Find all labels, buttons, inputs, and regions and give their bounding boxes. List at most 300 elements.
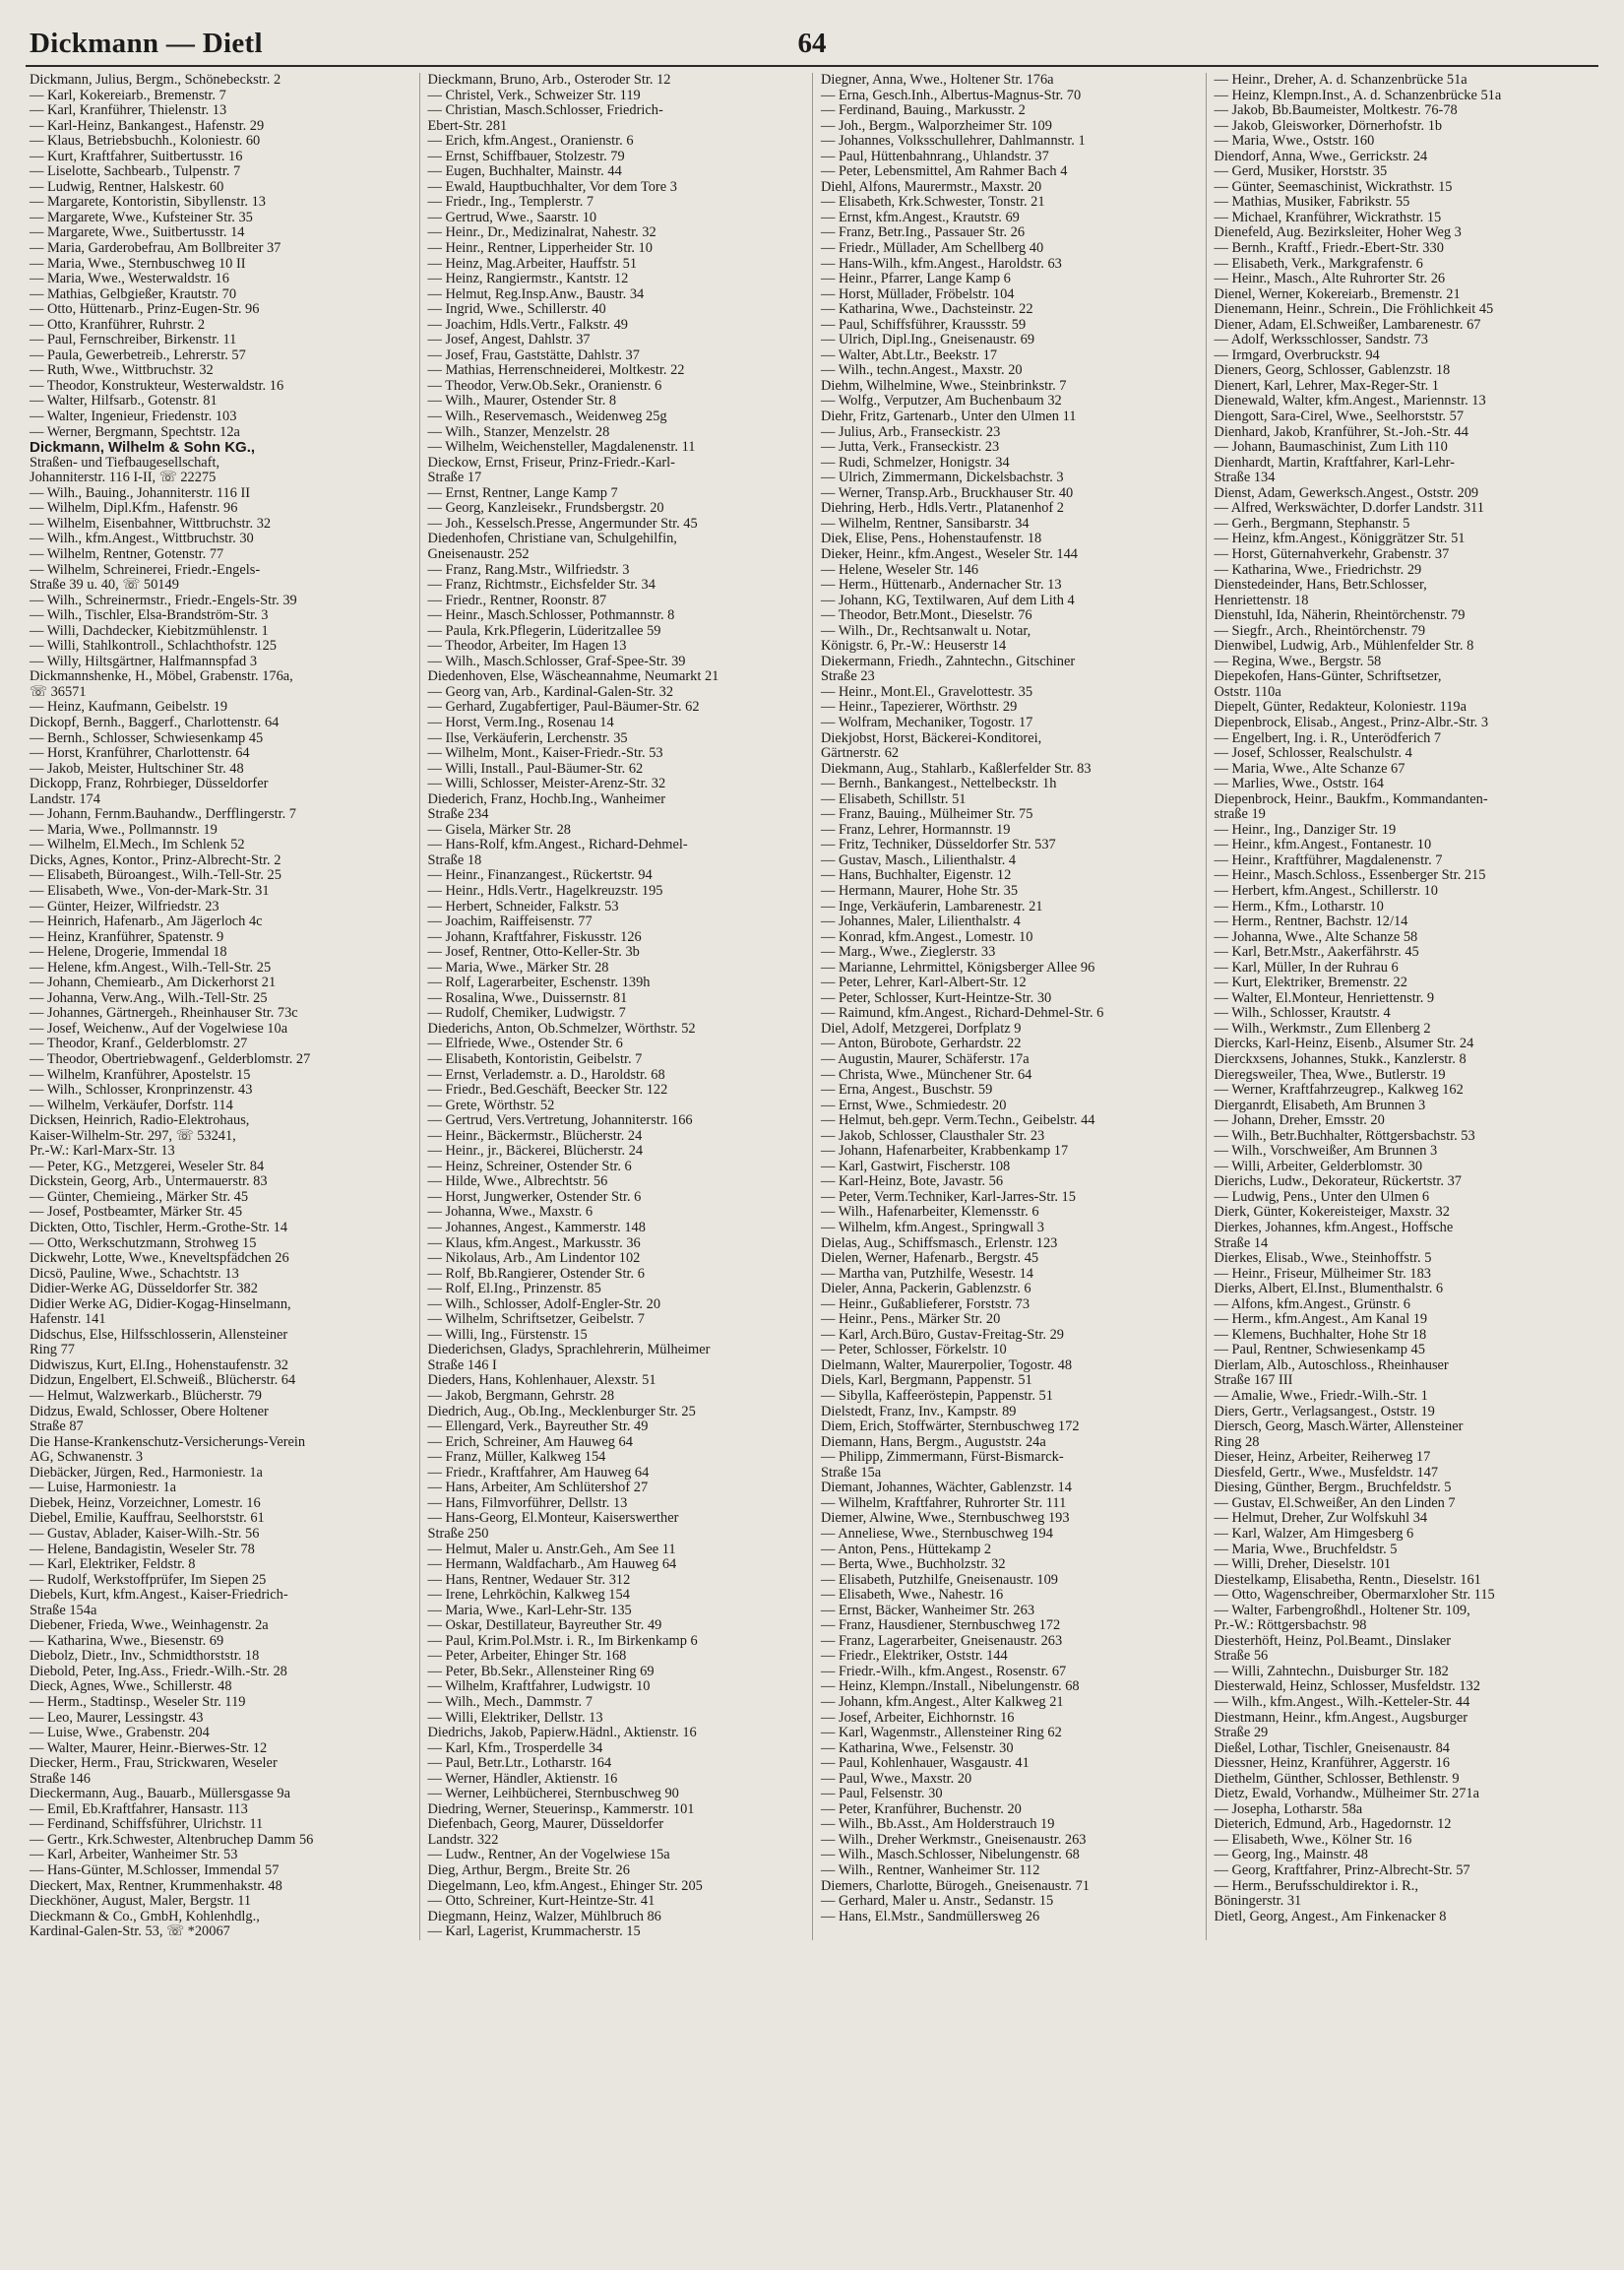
directory-entry-line: Diederichs, Anton, Ob.Schmelzer, Wörthstr. 52 [427,1020,696,1037]
directory-entry-line: — Peter, Kranführer, Buchenstr. 20 [821,1800,1022,1817]
directory-entry-line: — Paul, Betr.Ltr., Lotharstr. 164 [427,1755,612,1772]
directory-entry-line: Straße 18 [427,851,482,868]
directory-entry-line: Kaiser-Wilhelm-Str. 297, ☏ 53241, [30,1127,236,1144]
directory-entry-line: — Christel, Verk., Schweizer Str. 119 [427,87,641,103]
directory-entry-line: — Ernst, Verlademstr. a. D., Haroldstr. 68 [427,1066,665,1083]
directory-entry-line: — Wilh., Reservemasch., Weidenweg 25g [427,409,667,425]
directory-entry-line: — Josef, Weichenw., Auf der Vogelwiese 10a [30,1020,288,1037]
directory-entry-line: Straße 234 [427,806,489,823]
directory-entry-line: — Franz, Richtmstr., Eichsfelder Str. 34 [427,577,656,594]
directory-entry-line: Diebener, Frieda, Wwe., Weinhagenstr. 2a [30,1617,269,1634]
directory-entry-line: — Helene, Drogerie, Immendal 18 [30,944,227,961]
directory-entry-line: — Franz, Lehrer, Hormannstr. 19 [821,821,1011,838]
directory-entry-line: — Georg, Kanzleisekr., Frundsbergstr. 20 [427,500,664,517]
directory-entry-line: Dieckmann, Bruno, Arb., Osteroder Str. 12 [427,73,671,88]
directory-entry-line: — Gerd, Musiker, Horststr. 35 [1214,163,1388,180]
directory-entry-line: — Herm., Kfm., Lotharstr. 10 [1214,898,1384,914]
directory-entry-line: — Josef, Rentner, Otto-Keller-Str. 3b [427,944,640,961]
directory-entry-line: — Joachim, Raiffeisenstr. 77 [427,914,593,930]
directory-entry-line: — Wolfram, Mechaniker, Togostr. 17 [821,714,1033,730]
directory-entry-line: — Klaus, kfm.Angest., Markusstr. 36 [427,1234,641,1251]
directory-entry-line: — Jakob, Schlosser, Clausthaler Str. 23 [821,1127,1045,1144]
directory-entry-line: Straße 154a [30,1602,97,1618]
directory-entry-line: — Eugen, Buchhalter, Mainstr. 44 [427,163,622,180]
directory-entry-line: — Alfred, Werkswächter, D.dorfer Landstr. 311 [1214,500,1484,517]
directory-entry-line: Dierichs, Ludw., Dekorateur, Rückertstr. 37 [1214,1173,1462,1190]
directory-entry-line: — Maria, Wwe., Märker Str. 28 [427,959,609,976]
directory-entry-line: Diedenhofen, Christiane van, Schulgehilfin, [427,531,677,547]
directory-entry-line: — Anton, Pens., Hüttekamp 2 [821,1541,992,1557]
directory-entry-line: Dieser, Heinz, Arbeiter, Reiherweg 17 [1214,1449,1431,1466]
directory-entry-line: — Horst, Kranführer, Charlottenstr. 64 [30,745,250,762]
directory-entry-line: — Paul, Krim.Pol.Mstr. i. R., Im Birkenkamp 6 [427,1632,698,1649]
directory-entry-line: — Heinr., Masch., Alte Ruhrorter Str. 26 [1214,271,1446,287]
directory-entry-line: — Paula, Gewerbetreib., Lehrerstr. 57 [30,347,246,363]
directory-entry-line: Dienst, Adam, Gewerksch.Angest., Oststr. 209 [1214,484,1479,501]
directory-entry-line: — Katharina, Wwe., Dachsteinstr. 22 [821,301,1033,318]
directory-entry-line: Diercks, Karl-Heinz, Eisenb., Alsumer Str. 24 [1214,1036,1474,1052]
directory-entry-line: — Peter, Schlosser, Kurt-Heintze-Str. 30 [821,989,1052,1006]
directory-entry-line: Dickopf, Bernh., Baggerf., Charlottenstr. 64 [30,714,280,730]
directory-entry-line: — Paula, Krk.Pflegerin, Lüderitzallee 59 [427,622,661,639]
directory-entry-line: — Johanna, Wwe., Maxstr. 6 [427,1204,593,1221]
directory-entry-line: Dienwibel, Ludwig, Arb., Mühlenfelder Str. 8 [1214,638,1474,655]
directory-entry-line: — Liselotte, Sachbearb., Tulpenstr. 7 [30,163,241,180]
directory-entry-line: Kardinal-Galen-Str. 53, ☏ *20067 [30,1923,230,1940]
directory-entry-line: — Mathias, Herrenschneiderei, Moltkestr. 22 [427,362,685,379]
directory-entry-line: Diekmann, Aug., Stahlarb., Kaßlerfelder Str. 83 [821,760,1092,777]
directory-entry-line: — Horst, Verm.Ing., Rosenau 14 [427,714,614,730]
directory-entry-line: — Karl, Kokereiarb., Bremenstr. 7 [30,87,226,103]
directory-entry-line: — Erna, Gesch.Inh., Albertus-Magnus-Str. 70 [821,87,1082,103]
directory-entry-line: — Heinr., Hdls.Vertr., Hagelkreuzstr. 195 [427,882,663,899]
directory-entry-line: — Friedr., Ing., Templerstr. 7 [427,194,594,211]
directory-entry-line: — Wilh., kfm.Angest., Wittbruchstr. 30 [30,531,254,547]
directory-entry-line: — Wilh., Vorschweißer, Am Brunnen 3 [1214,1143,1438,1160]
directory-entry-line: Dicsö, Pauline, Wwe., Schachtstr. 13 [30,1265,239,1282]
directory-entry-line: — Hans-Günter, M.Schlosser, Immendal 57 [30,1861,280,1878]
directory-entry-line: Ebert-Str. 281 [427,117,508,134]
directory-entry-line: — Hans, Arbeiter, Am Schlütershof 27 [427,1480,649,1496]
directory-entry-line: — Peter, KG., Metzgerei, Weseler Str. 84 [30,1158,265,1174]
directory-entry-line: — Wilhelm, kfm.Angest., Springwall 3 [821,1220,1044,1236]
directory-entry-line: — Katharina, Wwe., Felsenstr. 30 [821,1739,1014,1756]
directory-entry-line: — Rudolf, Werkstoffprüfer, Im Siepen 25 [30,1571,267,1588]
directory-entry-line: Henriettenstr. 18 [1214,592,1309,608]
directory-entry-line: — Wilh., Bb.Asst., Am Holderstrauch 19 [821,1816,1055,1833]
directory-entry-line: — Elisabeth, Verk., Markgrafenstr. 6 [1214,255,1423,272]
directory-entry-line: — Emil, Eb.Kraftfahrer, Hansastr. 113 [30,1800,248,1817]
directory-entry-line: — Friedr.-Wilh., kfm.Angest., Rosenstr. 67 [821,1663,1067,1679]
directory-entry-line: — Hans, Buchhalter, Eigenstr. 12 [821,867,1012,884]
directory-entry-line: — Ulrich, Dipl.Ing., Gneisenaustr. 69 [821,332,1035,348]
directory-entry-line: — Willi, Zahntechn., Duisburger Str. 182 [1214,1663,1449,1679]
directory-entry-line: Diebolz, Dietr., Inv., Schmidthorststr. 18 [30,1648,260,1665]
directory-entry-line: — Mathias, Gelbgießer, Krautstr. 70 [30,285,237,302]
directory-entry-line: — Peter, Bb.Sekr., Allensteiner Ring 69 [427,1663,655,1679]
page-header [26,26,1598,67]
directory-entry-line: Diedring, Werner, Steuerinsp., Kammerstr. 101 [427,1800,695,1817]
directory-entry-line: Straße 23 [821,668,875,685]
directory-entry-line: — Hilde, Wwe., Albrechtstr. 56 [427,1173,608,1190]
directory-entry-line: Dieckow, Ernst, Friseur, Prinz-Friedr.-Karl- [427,454,675,471]
directory-entry-line: — Georg, Kraftfahrer, Prinz-Albrecht-Str. 57 [1214,1861,1470,1878]
directory-entry-line: — Wilhelm, Kranführer, Apostelstr. 15 [30,1066,251,1083]
directory-entry-line: — Otto, Schreiner, Kurt-Heintze-Str. 41 [427,1893,656,1910]
directory-entry-line: — Josef, Frau, Gaststätte, Dahlstr. 37 [427,347,640,363]
directory-entry-line: — Wilh., Schlosser, Kronprinzenstr. 43 [30,1082,253,1099]
directory-entry-line: Diesfeld, Gertr., Wwe., Musfeldstr. 147 [1214,1464,1439,1481]
directory-entry-line: — Wilhelm, Rentner, Gotenstr. 77 [30,545,224,562]
directory-entry-line: — Theodor, Obertriebwagenf., Gelderblomstr. 27 [30,1051,311,1067]
directory-entry-line: Diederichsen, Gladys, Sprachlehrerin, Mülheimer [427,1342,711,1358]
directory-entry-line: — Helmut, beh.gepr. Verm.Techn., Geibelstr. 44 [821,1112,1095,1129]
directory-entry-line: — Ruth, Wwe., Wittbruchstr. 32 [30,362,214,379]
directory-entry-line: — Erich, Schreiner, Am Hauweg 64 [427,1433,633,1450]
directory-entry-line: Dicks, Agnes, Kontor., Prinz-Albrecht-Str. 2 [30,851,281,868]
directory-entry-line: — Heinr., Pens., Märker Str. 20 [821,1311,1001,1328]
directory-entry-line: — Heinz, Schreiner, Ostender Str. 6 [427,1158,632,1174]
directory-entry-line: Diehm, Wilhelmine, Wwe., Steinbrinkstr. 7 [821,377,1067,394]
directory-entry-line: Dielas, Aug., Schiffsmasch., Erlenstr. 123 [821,1234,1058,1251]
directory-entry-line: — Josef, Postbeamter, Märker Str. 45 [30,1204,243,1221]
directory-entry-line: — Heinr., Tapezierer, Wörthstr. 29 [821,699,1018,716]
directory-entry-line: — Johann, Kraftfahrer, Fiskusstr. 126 [427,928,642,945]
directory-entry-line: — Helmut, Maler u. Anstr.Geh., Am See 11 [427,1541,676,1557]
directory-entry-line: — Günter, Heizer, Wilfriedstr. 23 [30,898,219,914]
directory-entry-line: — Elisabeth, Schillstr. 51 [821,790,967,807]
directory-entry-line: — Konrad, kfm.Angest., Lomestr. 10 [821,928,1033,945]
directory-entry-line: Dießel, Lothar, Tischler, Gneisenaustr. 84 [1214,1739,1450,1756]
directory-entry-line: — Herbert, kfm.Angest., Schillerstr. 10 [1214,882,1438,899]
directory-entry-line: Dieckmann & Co., GmbH, Kohlenhdlg., [30,1908,260,1924]
directory-entry-line: — Alfons, kfm.Angest., Grünstr. 6 [1214,1295,1410,1312]
directory-column-4 [1206,73,1599,1940]
directory-entry-line: — Werner, Leihbücherei, Sternbuschweg 90 [427,1786,679,1802]
directory-entry-line: — Karl, Kranführer, Thielenstr. 13 [30,102,227,119]
directory-entry-line: — Johanna, Wwe., Alte Schanze 58 [1214,928,1418,945]
directory-entry-line: Dieders, Hans, Kohlenhauer, Alexstr. 51 [427,1372,656,1389]
directory-entry-line: — Wilh., Dreher Werkmstr., Gneisenaustr. 263 [821,1831,1087,1848]
directory-entry-line: — Georg, Ing., Mainstr. 48 [1214,1847,1368,1863]
directory-entry-line: — Willy, Hiltsgärtner, Halfmannspfad 3 [30,653,258,669]
directory-entry-line: Diethelm, Günther, Schlosser, Bethlenstr. 9 [1214,1770,1460,1787]
directory-entry-line: Dierganrdt, Elisabeth, Am Brunnen 3 [1214,1097,1426,1113]
directory-entry-line: — Wilhelm, Rentner, Sansibarstr. 34 [821,515,1030,532]
directory-entry-line: Diestelkamp, Elisabetha, Rentn., Dieselstr. 161 [1214,1571,1481,1588]
directory-entry-line: — Wilh., kfm.Angest., Wilh.-Ketteler-Str. 44 [1214,1693,1470,1710]
directory-entry-line: — Theodor, Betr.Mont., Dieselstr. 76 [821,607,1032,624]
directory-entry-line: — Willi, Ing., Fürstenstr. 15 [427,1326,588,1343]
directory-entry-line: — Franz, Lagerarbeiter, Gneisenaustr. 263 [821,1632,1063,1649]
directory-entry-line: Dienhardt, Martin, Kraftfahrer, Karl-Lehr- [1214,454,1455,471]
directory-entry-line: — Johann, Baumaschinist, Zum Lith 110 [1214,439,1448,456]
directory-entry-line: — Helmut, Dreher, Zur Wolfskuhl 34 [1214,1510,1428,1527]
directory-entry-line: — Wilh., Bauing., Johanniterstr. 116 II [30,484,251,501]
directory-entry-line: — Johannes, Volksschullehrer, Dahlmannstr. 1 [821,133,1086,150]
directory-entry-line: Straße 39 u. 40, ☏ 50149 [30,577,179,594]
directory-entry-line: Dieler, Anna, Packerin, Gablenzstr. 6 [821,1281,1031,1297]
directory-entry-line: — Walter, Ingenieur, Friedenstr. 103 [30,409,237,425]
directory-entry-line: Dieterich, Edmund, Arb., Hagedornstr. 12 [1214,1816,1452,1833]
directory-entry-line: — Johann, kfm.Angest., Alter Kalkweg 21 [821,1693,1064,1710]
directory-entry-line: Straße 14 [1214,1234,1269,1251]
directory-entry-line: — Günter, Chemieing., Märker Str. 45 [30,1188,249,1205]
directory-entry-line: Dielmann, Walter, Maurerpolier, Togostr. 48 [821,1356,1073,1373]
directory-entry-line: — Johann, Chemiearb., Am Dickerhorst 21 [30,975,277,991]
directory-entry-line: — Herm., Stadtinsp., Weseler Str. 119 [30,1693,246,1710]
directory-entry-line: Didzun, Engelbert, El.Schweiß., Blücherstr. 64 [30,1372,296,1389]
directory-entry-line: — Gustav, Ablader, Kaiser-Wilh.-Str. 56 [30,1525,260,1542]
directory-entry-line: — Jutta, Verk., Franseckistr. 23 [821,439,1000,456]
directory-entry-line: Straße 15a [821,1464,882,1481]
directory-entry-line: — Theodor, Konstrukteur, Westerwaldstr. 16 [30,377,284,394]
directory-entry-line: — Joh., Bergm., Walporzheimer Str. 109 [821,117,1052,134]
directory-entry-line: — Rolf, Bb.Rangierer, Ostender Str. 6 [427,1265,645,1282]
directory-entry-line: — Margarete, Wwe., Kufsteiner Str. 35 [30,209,253,225]
directory-entry-line: — Regina, Wwe., Bergstr. 58 [1214,653,1382,669]
directory-entry-line: — Wilh., Stanzer, Menzelstr. 28 [427,423,610,440]
directory-entry-line: Pr.-W.: Röttgersbachstr. 98 [1214,1617,1367,1634]
directory-entry-line: — Margarete, Kontoristin, Sibyllenstr. 13 [30,194,266,211]
directory-entry-line: Gneisenaustr. 252 [427,545,530,562]
directory-entry-line: Dienewald, Walter, kfm.Angest., Mariennstr. 13 [1214,393,1486,410]
directory-entry-line: — Ferdinand, Bauing., Markusstr. 2 [821,102,1026,119]
directory-entry-line: Ring 28 [1214,1433,1260,1450]
directory-entry-line: — Wilh., Werkmstr., Zum Ellenberg 2 [1214,1020,1431,1037]
directory-entry-line: — Willi, Arbeiter, Gelderblomstr. 30 [1214,1158,1423,1174]
directory-entry-line: Gärtnerstr. 62 [821,745,900,762]
directory-entry-line: — Wilhelm, Schriftsetzer, Geibelstr. 7 [427,1311,645,1328]
directory-entry-line: Dielstedt, Franz, Inv., Kampstr. 89 [821,1403,1017,1419]
directory-entry-line: — Paul, Hüttenbahnrang., Uhlandstr. 37 [821,148,1049,164]
directory-entry-line: — Hermann, Maurer, Hohe Str. 35 [821,882,1019,899]
directory-entry-line: — Heinz, kfm.Angest., Königgrätzer Str. 51 [1214,531,1466,547]
directory-entry-line: — Gustav, Masch., Lilienthalstr. 4 [821,851,1017,868]
directory-entry-line: — Johann, Hafenarbeiter, Krabbenkamp 17 [821,1143,1069,1160]
directory-entry-line: — Karl, Arbeiter, Wanheimer Str. 53 [30,1847,238,1863]
directory-entry-line: — Maria, Wwe., Alte Schanze 67 [1214,760,1405,777]
directory-entry-line: Diebek, Heinz, Vorzeichner, Lomestr. 16 [30,1494,261,1511]
directory-entry-line: — Rosalina, Wwe., Duissernstr. 81 [427,989,628,1006]
directory-entry-line: — Helmut, Reg.Insp.Anw., Baustr. 34 [427,285,645,302]
directory-entry-line: Dielen, Werner, Hafenarb., Bergstr. 45 [821,1250,1039,1267]
directory-entry-line: — Otto, Wagenschreiber, Obermarxloher Str. 115 [1214,1587,1495,1604]
directory-entry-line: — Paul, Wwe., Maxstr. 20 [821,1770,972,1787]
directory-entry-line: Diestmann, Heinr., kfm.Angest., Augsburger [1214,1709,1468,1726]
directory-entry-line: Diefenbach, Georg, Maurer, Düsseldorfer [427,1816,664,1833]
directory-entry-line: Ring 77 [30,1342,75,1358]
directory-entry-line: Diebäcker, Jürgen, Red., Harmoniestr. 1a [30,1464,263,1481]
directory-entry-line: — Maria, Wwe., Sternbuschweg 10 II [30,255,246,272]
directory-entry-line: — Ludwig, Rentner, Halskestr. 60 [30,178,224,195]
directory-entry-line: — Margarete, Wwe., Suitbertusstr. 14 [30,224,245,241]
directory-entry-line: — Heinr., Bäckermstr., Blücherstr. 24 [427,1127,643,1144]
directory-entry-line: — Heinz, Kranführer, Spatenstr. 9 [30,928,224,945]
directory-entry-line: Diener, Adam, El.Schweißer, Lambarenestr. 67 [1214,316,1481,333]
directory-entry-line: Diedrichs, Jakob, Papierw.Hädnl., Aktienstr. 16 [427,1725,697,1741]
directory-entry-line: Diesing, Günther, Bergm., Bruchfeldstr. 5 [1214,1480,1452,1496]
directory-entry-line: Dickstein, Georg, Arb., Untermauerstr. 83 [30,1173,268,1190]
directory-entry-line: — Werner, Händler, Aktienstr. 16 [427,1770,618,1787]
directory-entry-line: Dierlam, Alb., Autoschloss., Rheinhauser [1214,1356,1449,1373]
directory-entry-line: — Maria, Wwe., Bruchfeldstr. 5 [1214,1541,1398,1557]
directory-entry-line: — Wilh., Maurer, Ostender Str. 8 [427,393,617,410]
directory-entry-line: Diedenhoven, Else, Wäscheannahme, Neumarkt 21 [427,668,719,685]
directory-entry-line: — Heinr., Friseur, Mülheimer Str. 183 [1214,1265,1431,1282]
directory-entry-line: — Walter, Abt.Ltr., Beekstr. 17 [821,347,998,363]
directory-entry-line: — Theodor, Kranf., Gelderblomstr. 27 [30,1036,248,1052]
directory-entry-line: — Ernst, Rentner, Lange Kamp 7 [427,484,618,501]
directory-entry-line: — Gerh., Bergmann, Stephanstr. 5 [1214,515,1410,532]
directory-entry-line: Diebel, Emilie, Kauffrau, Seelhorststr. 61 [30,1510,265,1527]
directory-entry-line: — Michael, Kranführer, Wickrathstr. 15 [1214,209,1442,225]
directory-entry-line: — Berta, Wwe., Buchholzstr. 32 [821,1556,1006,1573]
directory-entry-line: Oststr. 110a [1214,683,1281,700]
directory-column-3 [812,73,1206,1940]
directory-entry-line: — Peter, Verm.Techniker, Karl-Jarres-Str. 15 [821,1188,1076,1205]
directory-entry-line: — Wolfg., Verputzer, Am Buchenbaum 32 [821,393,1062,410]
directory-entry-line: — Wilhelm, Verkäufer, Dorfstr. 114 [30,1097,233,1113]
directory-entry-line: Straße 87 [30,1419,84,1435]
directory-entry-line: Dierks, Albert, El.Inst., Blumenthalstr. 6 [1214,1281,1444,1297]
directory-entry-line: — Heinr., Mont.El., Gravelottestr. 35 [821,683,1033,700]
directory-entry-line: Dienhard, Jakob, Kranführer, St.-Joh.-Str. 44 [1214,423,1468,440]
directory-entry-line: Dieckert, Max, Rentner, Krummenhakstr. 48 [30,1877,282,1894]
directory-entry-line: — Marianne, Lehrmittel, Königsberger Allee 96 [821,959,1095,976]
directory-entry-line: — Johann, Fernm.Bauhandw., Derfflingerstr. 7 [30,806,296,823]
directory-entry-line: — Heinz, Klempn.Inst., A. d. Schanzenbrücke 51a [1214,87,1502,103]
directory-entry-line: — Paul, Schiffsführer, Kraussstr. 59 [821,316,1027,333]
directory-entry-line: — Horst, Güternahverkehr, Grabenstr. 37 [1214,545,1450,562]
directory-entry-line: — Horst, Jungwerker, Ostender Str. 6 [427,1188,642,1205]
directory-entry-line: — Franz, Bauing., Mülheimer Str. 75 [821,806,1033,823]
directory-entry-line: Diemann, Hans, Bergm., Auguststr. 24a [821,1433,1046,1450]
directory-entry-line: — Helene, Weseler Str. 146 [821,561,979,578]
directory-entry-line: — Karl, Gastwirt, Fischerstr. 108 [821,1158,1011,1174]
directory-entry-line: — Horst, Müllader, Fröbelstr. 104 [821,285,1015,302]
directory-entry-line: — Wilh., Betr.Buchhalter, Röttgersbachstr. 53 [1214,1127,1475,1144]
directory-entry-line: — Heinr., Masch.Schlosser, Pothmannstr. 8 [427,607,675,624]
directory-entry-line: — Bernh., Bankangest., Nettelbeckstr. 1h [821,776,1057,792]
directory-entry-line: — Wilh., Masch.Schlosser, Nibelungenstr. 68 [821,1847,1080,1863]
directory-entry-line: Diecker, Herm., Frau, Strickwaren, Weseler [30,1755,278,1772]
directory-entry-line: — Maria, Wwe., Oststr. 160 [1214,133,1375,150]
directory-entry-line: — Gerhard, Maler u. Anstr., Sedanstr. 15 [821,1893,1054,1910]
directory-entry-line: Diel, Adolf, Metzgerei, Dorfplatz 9 [821,1020,1022,1037]
directory-entry-line: — Karl-Heinz, Bankangest., Hafenstr. 29 [30,117,265,134]
directory-entry-line: — Rudi, Schmelzer, Honigstr. 34 [821,454,1010,471]
directory-entry-line: Didschus, Else, Hilfsschlosserin, Allensteiner [30,1326,288,1343]
directory-entry-line: — Joh., Kesselsch.Presse, Angermunder Str. 45 [427,515,698,532]
directory-entry-line: — Wilh., Dr., Rechtsanwalt u. Notar, [821,622,1031,639]
directory-entry-line: — Theodor, Arbeiter, Im Hagen 13 [427,638,627,655]
directory-entry-line: Dicksen, Heinrich, Radio-Elektrohaus, [30,1112,250,1129]
directory-entry-line: — Johann, KG, Textilwaren, Auf dem Lith 4 [821,592,1075,608]
directory-entry-line: — Elfriede, Wwe., Ostender Str. 6 [427,1036,623,1052]
directory-entry-line: Diem, Erich, Stoffwärter, Sternbuschweg 172 [821,1419,1080,1435]
directory-entry-line: — Oskar, Destillateur, Bayreuther Str. 49 [427,1617,662,1634]
directory-entry-line: Dienefeld, Aug. Bezirksleiter, Hoher Weg 3 [1214,224,1462,241]
directory-entry-line: — Ernst, Bäcker, Wanheimer Str. 263 [821,1602,1035,1618]
directory-entry-line: — Otto, Kranführer, Ruhrstr. 2 [30,316,206,333]
directory-entry-line: — Friedr., Elektriker, Oststr. 144 [821,1648,1008,1665]
directory-entry-line: — Gertr., Krk.Schwester, Altenbruchер Damm 56 [30,1831,314,1848]
directory-entry-line: Diepenbrock, Heinr., Baukfm., Kommandanten- [1214,790,1488,807]
directory-entry-line: — Werner, Transp.Arb., Bruckhauser Str. 40 [821,484,1074,501]
directory-entry-line: Dieck, Agnes, Wwe., Schillerstr. 48 [30,1678,232,1695]
directory-entry-line: Diegmann, Heinz, Walzer, Mühlbruch 86 [427,1908,661,1924]
directory-entry-line: — Elisabeth, Büroangest., Wilh.-Tell-Str. 25 [30,867,281,884]
directory-entry-line: Diepekofen, Hans-Günter, Schriftsetzer, [1214,668,1442,685]
directory-entry-line: straße 19 [1214,806,1266,823]
directory-entry-line: Pr.-W.: Karl-Marx-Str. 13 [30,1143,175,1160]
directory-entry-line: — Ingrid, Wwe., Schillerstr. 40 [427,301,606,318]
directory-entry-line: — Friedr., Kraftfahrer, Am Hauweg 64 [427,1464,650,1481]
directory-entry-line: — Ernst, kfm.Angest., Krautstr. 69 [821,209,1020,225]
directory-entry-line: Böningerstr. 31 [1214,1893,1302,1910]
directory-entry-line: — Katharina, Wwe., Biesenstr. 69 [30,1632,224,1649]
directory-entry-line: Diebels, Kurt, kfm.Angest., Kaiser-Friedrich- [30,1587,288,1604]
directory-entry-line: — Klaus, Betriebsbuchh., Koloniestr. 60 [30,133,261,150]
directory-entry-line: — Wilh., Schlosser, Krautstr. 4 [1214,1005,1391,1022]
directory-entry-line: — Willi, Dreher, Dieselstr. 101 [1214,1556,1392,1573]
directory-entry-line: Dierkes, Elisab., Wwe., Steinhoffstr. 5 [1214,1250,1432,1267]
directory-entry-line: — Elisabeth, Wwe., Kölner Str. 16 [1214,1831,1412,1848]
directory-entry-line: — Heinr., jr., Bäckerei, Blücherstr. 24 [427,1143,644,1160]
directory-entry-line: — Leo, Maurer, Lessingstr. 43 [30,1709,204,1726]
directory-entry-line: — Bernh., Kraftf., Friedr.-Ebert-Str. 330 [1214,240,1444,257]
directory-entry-line: Diederich, Franz, Hochb.Ing., Wanheimer [427,790,666,807]
directory-entry-line: — Peter, Lebensmittel, Am Rahmer Bach 4 [821,163,1068,180]
directory-entry-line: — Hans-Wilh., kfm.Angest., Haroldstr. 63 [821,255,1062,272]
directory-entry-line: — Heinrich, Hafenarb., Am Jägerloch 4c [30,914,263,930]
directory-entry-line: — Hans, Filmvorführer, Dellstr. 13 [427,1494,628,1511]
directory-entry-line: — Paul, Felsenstr. 30 [821,1786,943,1802]
directory-entry-line: Dickmann, Wilhelm & Sohn KG., [30,439,256,457]
directory-entry-line: Diek, Elise, Pens., Hohenstaufenstr. 18 [821,531,1042,547]
directory-entry-line: — Elisabeth, Kontoristin, Geibelstr. 7 [427,1051,643,1067]
directory-entry-line: — Ulrich, Zimmermann, Dickelsbachstr. 3 [821,470,1064,486]
directory-entry-line: — Willi, Schlosser, Meister-Arenz-Str. 32 [427,776,666,792]
directory-entry-line: — Anneliese, Wwe., Sternbuschweg 194 [821,1525,1053,1542]
directory-entry-line: — Walter, El.Monteur, Henriettenstr. 9 [1214,989,1435,1006]
directory-entry-line: — Heinz, Rangiermstr., Kantstr. 12 [427,271,629,287]
directory-entry-line: Diersch, Georg, Masch.Wärter, Allensteiner [1214,1419,1464,1435]
directory-entry-line: Dickmann, Julius, Bergm., Schönebeckstr. 2 [30,73,281,88]
directory-entry-line: — Fritz, Techniker, Düsseldorfer Str. 537 [821,837,1056,853]
directory-entry-line: — Friedr., Rentner, Roonstr. 87 [427,592,607,608]
directory-entry-line: — Franz, Betr.Ing., Passauer Str. 26 [821,224,1026,241]
directory-entry-line: — Hans-Georg, El.Monteur, Kaiserswerther [427,1510,679,1527]
directory-entry-line: Straße 167 III [1214,1372,1293,1389]
directory-entry-line: — Ludw., Rentner, An der Vogelwiese 15a [427,1847,670,1863]
directory-entry-line: — Josef, Arbeiter, Eichhornstr. 16 [821,1709,1015,1726]
directory-entry-line: Didzus, Ewald, Schlosser, Obere Holtener [30,1403,269,1419]
directory-entry-line: Diekjobst, Horst, Bäckerei-Konditorei, [821,729,1042,746]
directory-entry-line: Diendorf, Anna, Wwe., Gerrickstr. 24 [1214,148,1428,164]
directory-entry-line: — Karl, Kfm., Trosperdelle 34 [427,1739,603,1756]
directory-entry-line: Dienemann, Heinr., Schrein., Die Fröhlichkeit 45 [1214,301,1494,318]
directory-entry-line: — Rolf, El.Ing., Prinzenstr. 85 [427,1281,601,1297]
directory-entry-line: Diers, Gertr., Verlagsangest., Oststr. 19 [1214,1403,1435,1419]
directory-entry-line: Dienert, Karl, Lehrer, Max-Reger-Str. 1 [1214,377,1439,394]
directory-entry-line: — Rudolf, Chemiker, Ludwigstr. 7 [427,1005,626,1022]
directory-entry-line: — Maria, Wwe., Karl-Lehr-Str. 135 [427,1602,632,1618]
directory-entry-line: Diels, Karl, Bergmann, Pappenstr. 51 [821,1372,1032,1389]
directory-entry-line: — Wilh., Masch.Schlosser, Graf-Spee-Str. 39 [427,653,686,669]
directory-entry-line: Diemant, Johannes, Wächter, Gablenzstr. 14 [821,1480,1072,1496]
